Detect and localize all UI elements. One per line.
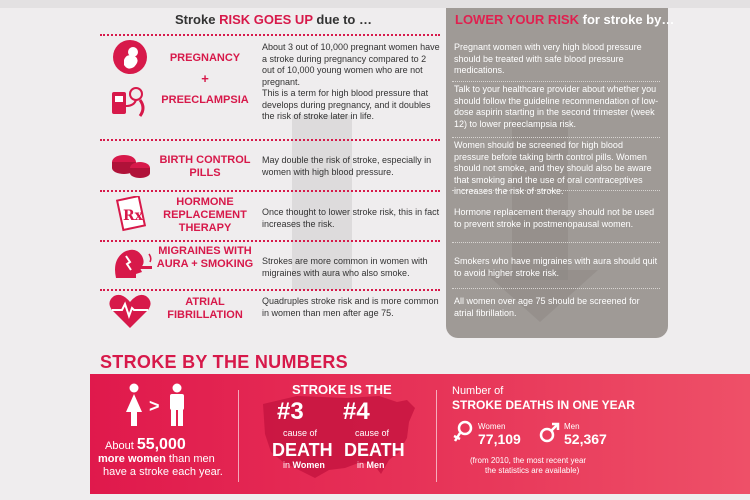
lower-divider (452, 288, 660, 289)
woman-figure-icon (124, 383, 144, 427)
have-stroke-each-year: have a stroke each year. (103, 466, 223, 478)
top-band (0, 0, 750, 8)
male-symbol-icon (538, 420, 562, 444)
row-divider (100, 240, 440, 242)
pregnancy-label: PREGNANCY (169, 52, 241, 64)
pregnancy-desc: About 3 out of 10,000 pregnant women have a stroke during pregnancy compared to 2 out of 10,000 young women who are not pregnant. (262, 42, 440, 87)
men-rank: #4 (343, 398, 370, 425)
lower-divider (452, 81, 660, 82)
heart-rhythm-icon (106, 292, 154, 330)
death-women: DEATH (272, 440, 333, 460)
greater-than-sign: > (149, 396, 160, 416)
preeclampsia-lower: Talk to your healthcare provider about whether you should follow the guideline recommendation of low-dose aspirin starting in the second trimester (week 12) to lower preeclampsia risk. (454, 84, 659, 129)
atrial-fibrillation-lower: All women over age 75 should be screened for atrial fibrillation. (454, 296, 640, 318)
band-separator (238, 390, 239, 482)
lower-divider (452, 190, 660, 191)
row-divider (100, 289, 440, 291)
pregnancy-icon (106, 38, 154, 76)
hormone-therapy-label: HORMONE REPLACEMENT THERAPY (163, 196, 247, 234)
plus-sign: + (201, 71, 209, 86)
blood-pressure-icon (106, 84, 154, 122)
hormone-therapy-lower: Hormone replacement therapy should not be used to prevent stroke in postmenopausal women. (454, 207, 655, 229)
atrial-fibrillation-label: ATRIAL FIBRILLATION (167, 296, 243, 321)
migraines-desc: Strokes are more common in women with migraines with aura who also smoke. (262, 256, 428, 278)
migraine-smoking-icon (106, 244, 154, 282)
stroke-by-numbers-title: STROKE BY THE NUMBERS (100, 352, 348, 372)
lower-divider (452, 242, 660, 243)
men-label: Men (564, 422, 580, 431)
in-women: in Women (283, 460, 325, 470)
women-label: Women (478, 422, 506, 431)
birth-control-desc: May double the risk of stroke, especially in women with high blood pressure. (262, 155, 432, 177)
lower-risk-heading: LOWER YOUR RISK for stroke by… (455, 12, 675, 27)
atrial-fibrillation-desc: Quadruples stroke risk and is more common in women than men after age 75. (262, 296, 439, 318)
pregnancy-lower: Pregnant women with very high blood pressure should be treated with safe blood pressure medications. (454, 42, 642, 75)
men-deaths: 52,367 (564, 431, 607, 447)
women-rank: #3 (277, 398, 304, 425)
number-of: Number of (452, 385, 504, 397)
stroke-is-the: STROKE IS THE (292, 382, 392, 397)
birth-control-lower: Women should be screened for high blood pressure before taking birth control pills. Women should not smoke, and they should also be aware that smoking and the use of oral contraceptives increases the risk of stroke. (454, 140, 652, 196)
prescription-icon (106, 196, 154, 234)
about-55000: About 55,000 (105, 436, 186, 453)
birth-control-label: BIRTH CONTROL PILLS (159, 154, 251, 179)
cause-of-men: cause of (355, 428, 390, 438)
svg-text:Rx: Rx (123, 208, 143, 224)
women-deaths: 77,109 (478, 431, 521, 447)
row-divider (100, 34, 440, 36)
migraines-lower: Smokers who have migraines with aura should quit to avoid higher stroke risk. (454, 256, 658, 278)
footnote-line2: the statistics are available) (485, 466, 580, 475)
female-symbol-icon (452, 420, 474, 444)
pills-icon (106, 146, 154, 184)
death-men: DEATH (344, 440, 405, 460)
migraines-label: MIGRAINES WITH AURA + SMOKING (156, 245, 254, 270)
preeclampsia-label: PREECLAMPSIA (161, 94, 249, 106)
more-women-than-men: more women than men (98, 453, 215, 465)
row-divider (100, 139, 440, 141)
cause-of-women: cause of (283, 428, 318, 438)
risk-goes-up-heading: Stroke RISK GOES UP due to … (175, 12, 372, 27)
stroke-deaths-title: STROKE DEATHS IN ONE YEAR (452, 398, 635, 412)
lower-divider (452, 137, 660, 138)
man-figure-icon (167, 383, 187, 427)
row-divider (100, 190, 440, 192)
band-separator (436, 390, 437, 482)
hormone-therapy-desc: Once thought to lower stroke risk, this in fact increases the risk. (262, 207, 440, 229)
preeclampsia-desc: This is a term for high blood pressure that develops during pregnancy, and it doubles the risk of stroke later in life. (262, 88, 431, 121)
in-men: in Men (357, 460, 385, 470)
footnote-line1: (from 2010, the most recent year (470, 456, 587, 465)
